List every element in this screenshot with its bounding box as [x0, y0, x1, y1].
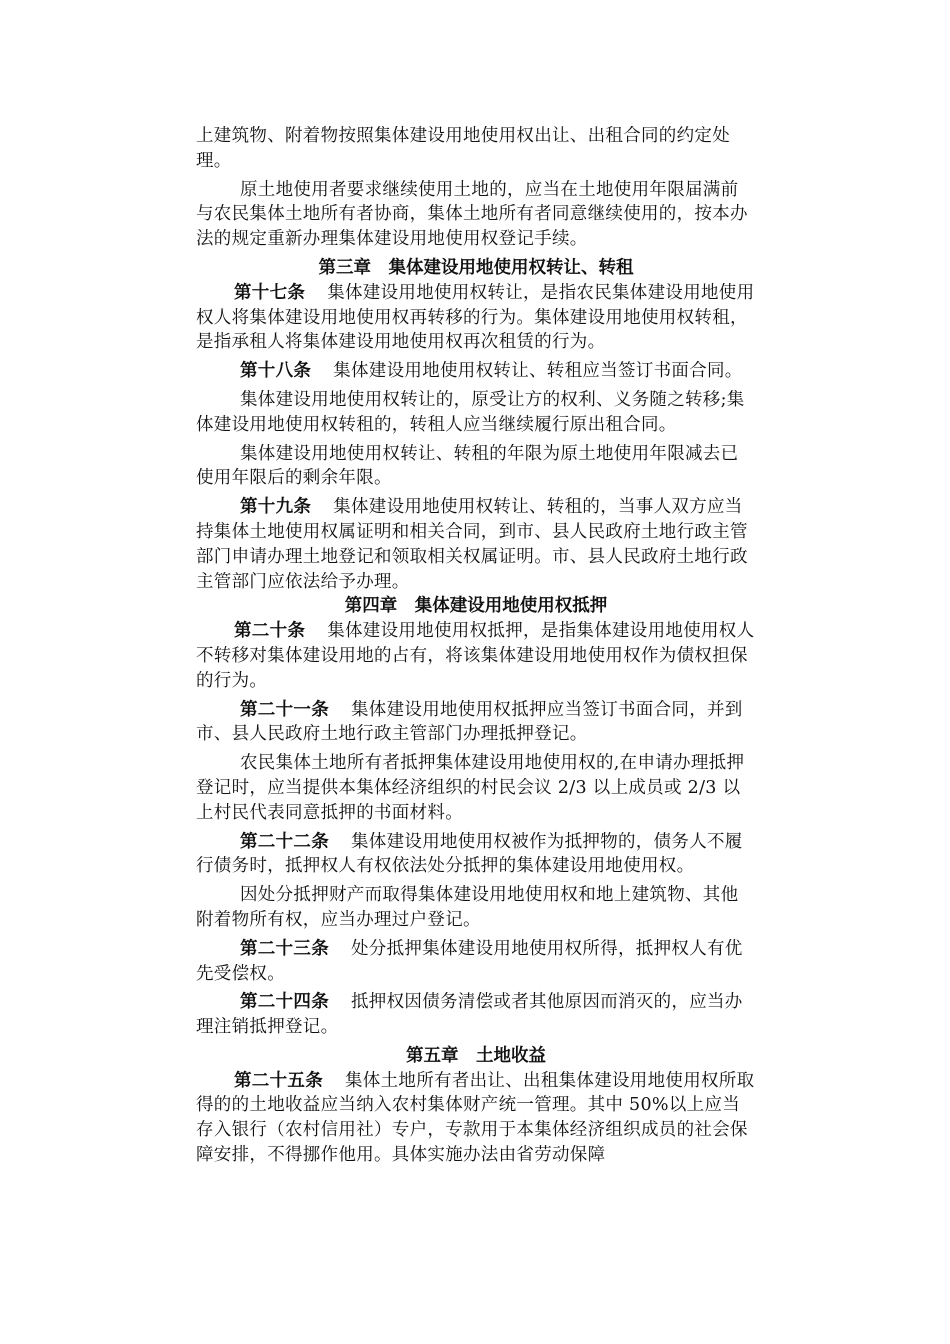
chapter-heading: 第三章 集体建设用地使用权转让、转租 [318, 257, 634, 278]
article-paragraph [196, 359, 756, 384]
chapter-heading: 第四章 集体建设用地使用权抵押 [344, 596, 608, 617]
article-text: 处分抵押集体建设用地使用权所得，抵押权人有优先受偿权。 [196, 938, 743, 984]
paragraph: 因处分抵押财产而取得集体建设用地使用权和地上建筑物、其他附着物所有权，应当办理过户登记。 [196, 885, 739, 930]
chapter-heading: 第五章 土地收益 [406, 1045, 546, 1066]
article-number: 第二十一条 [240, 699, 329, 720]
article-text: 集体建设用地使用权转让、转租应当签订书面合同。 [333, 361, 743, 382]
paragraph: 原土地使用者要求继续使用土地的，应当在土地使用年限届满前与农民集体土地所有者协商，集体土地所有者同意继续使用的，按本办法的规定重新办理集体建设用地使用权登记手续。 [196, 179, 748, 250]
article-text: 集体建设用地使用权抵押，是指集体建设用地使用权人不转移对集体建设用地的占有，将该集体建设用地使用权作为债权担保的行为。 [196, 621, 755, 691]
article-paragraph [196, 698, 756, 748]
article-paragraph [196, 281, 756, 355]
article-text: 集体建设用地使用权转让、转租的，当事人双方应当持集体土地使用权属证明和相关合同，到市、县人民政府土地行政主管部门申请办理土地登记和领取相关权属证明。市、县人民政府土地行政主管部门应依法给予办理。 [196, 497, 748, 592]
paragraph: 集体建设用地使用权转让、转租的年限为原土地使用年限减去已使用年限后的剩余年限。 [196, 443, 739, 489]
article-number: 第十七条 [234, 282, 306, 303]
article-text: 集体建设用地使用权被作为抵押物的，债务人不履行债务时，抵押权人有权依法处分抵押的集体建设用地使用权。 [196, 831, 743, 877]
article-paragraph [196, 937, 756, 987]
paragraph: 上建筑物、附着物按照集体建设用地使用权出让、出租合同的约定处理。 [196, 126, 730, 171]
article-number: 第十八条 [240, 361, 312, 382]
article-number: 第二十条 [234, 621, 306, 642]
article-text: 集体土地所有者出让、出租集体建设用地使用权所取得的的土地收益应当纳入农村集体财产统一管理。其中 50%以上应当存入银行（农村信用社）专户，专款用于本集体经济组织成员的社会保障安排，不得挪作他用。具体实施办法由省劳动保障 [196, 1070, 755, 1166]
article-number: 第二十三条 [240, 938, 329, 959]
document-page [196, 124, 756, 1168]
article-number: 第二十二条 [240, 831, 329, 852]
article-text: 集体建设用地使用权抵押应当签订书面合同，并到市、县人民政府土地行政主管部门办理抵押登记。 [196, 699, 743, 745]
article-number: 第二十五条 [234, 1070, 323, 1091]
article-paragraph [196, 1069, 756, 1168]
article-number: 第二十四条 [240, 992, 329, 1013]
article-paragraph [196, 830, 756, 880]
article-paragraph [196, 495, 756, 594]
article-paragraph [196, 990, 756, 1040]
article-text: 集体建设用地使用权转让，是指农民集体建设用地使用权人将集体建设用地使用权再转移的行为。集体建设用地使用权转租，是指承租人将集体建设用地使用权再次租赁的行为。 [196, 282, 755, 353]
article-text: 抵押权因债务清偿或者其他原因而消灭的，应当办理注销抵押登记。 [196, 992, 743, 1038]
article-paragraph [196, 619, 756, 693]
paragraph: 农民集体土地所有者抵押集体建设用地使用权的,在申请办理抵押登记时，应当提供本集体经济组织的村民会议 2/3 以上成员或 2/3 以上村民代表同意抵押的书面材料。 [196, 753, 745, 823]
paragraph: 集体建设用地使用权转让的，原受让方的权利、义务随之转移;集体建设用地使用权转租的，转租人应当继续履行原出租合同。 [196, 389, 745, 435]
article-number: 第十九条 [240, 497, 312, 518]
